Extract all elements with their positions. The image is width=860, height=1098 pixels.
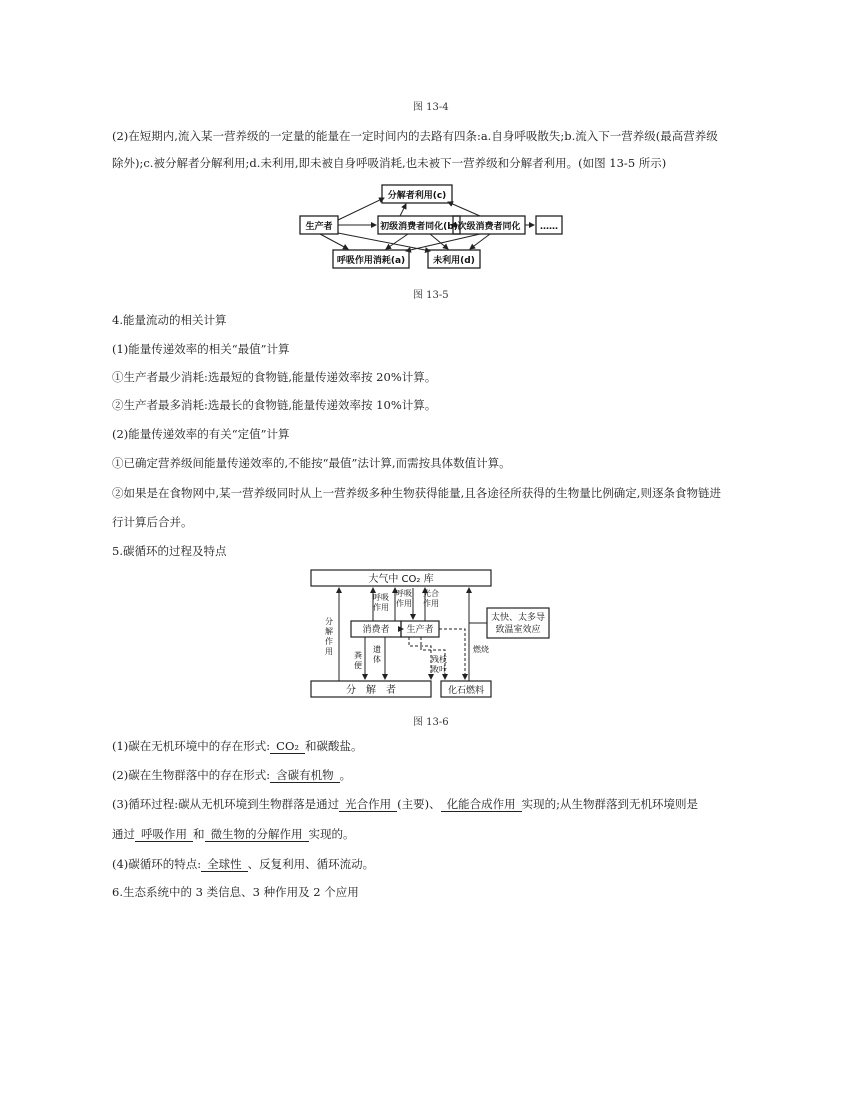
label-feces-2: 便 (354, 661, 362, 670)
question-2 (112, 767, 351, 783)
question-3b-answer-2: 微生物的分解作用 (205, 827, 309, 842)
question-3-answer-2: 化能合成作用 (441, 797, 522, 812)
node-more: …… (540, 222, 558, 232)
note-line-2: 致温室效应 (495, 625, 541, 635)
label-respiration-2b: 作用 (396, 599, 412, 608)
label-litter-1: 残枝 (431, 655, 447, 664)
question-1-prefix: (1)碳在无机环境中的存在形式: (112, 739, 271, 753)
question-4-prefix: (4)碳循环的特点: (112, 857, 202, 871)
question-2-answer: 含碳有机物 (270, 768, 340, 783)
node-primary-consumer: 初级消费者同化(b) (380, 222, 458, 232)
label-photosynthesis: 光合 (423, 589, 439, 598)
figure-13-5-caption: 图 13-5 (413, 290, 449, 301)
node-fossil-fuel: 化石燃料 (447, 686, 485, 696)
label-respiration-2: 呼吸 (396, 589, 412, 598)
question-4 (112, 856, 374, 872)
figure-13-4-caption: 图 13-4 (413, 102, 449, 113)
node-secondary-consumer: 次级消费者同化 (457, 222, 521, 232)
section-4-item-1: ①生产者最少消耗:选最短的食物链,能量传递效率按 20%计算。 (112, 370, 437, 384)
label-photosynthesis-b: 作用 (423, 599, 439, 608)
question-3-suffix: 实现的;从生物群落到无机环境则是 (521, 797, 699, 811)
label-decomposition-3: 作 (325, 637, 333, 646)
note-line-1: 太快、太多导 (490, 613, 546, 623)
label-respiration-1: 呼吸 (373, 593, 389, 602)
label-decomposition-2: 解 (325, 627, 333, 636)
label-feces-1: 粪 (354, 651, 362, 660)
section-4-sub-2: (2)能量传递效率的有关“定值”计算 (112, 427, 290, 441)
question-3-line-2 (112, 826, 355, 842)
section-4-title: 4.能量流动的相关计算 (112, 313, 227, 327)
label-litter-2: 败叶 (431, 665, 447, 674)
node-respiration: 呼吸作用消耗(a) (336, 256, 406, 266)
energy-flow-diagram (290, 180, 570, 272)
question-3-prefix: (3)循环过程:碳从无机环境到生物群落是通过 (112, 797, 340, 811)
node-producer: 生产者 (305, 222, 333, 232)
section-4-item-4-line-2: 行计算后合并。 (112, 515, 193, 529)
carbon-cycle-diagram (305, 566, 555, 702)
paragraph-2-line-2: 除外);c.被分解者分解利用;d.未利用,即未被自身呼吸消耗,也未被下一营养级和分解者利用。(如图 13-5 所示) (112, 156, 667, 170)
section-4-item-4-line-1: ②如果是在食物网中,某一营养级同时从上一营养级多种生物获得能量,且各途径所获得的生物量比例确定,则逐条食物链进 (112, 486, 721, 500)
question-3-answer-1: 光合作用 (339, 797, 397, 812)
section-4-item-3: ①已确定营养级间能量传递效率的,不能按“最值”法计算,而需按具体数值计算。 (112, 456, 511, 470)
section-6-title: 6.生态系统中的 3 类信息、3 种作用及 2 个应用 (112, 885, 359, 899)
question-3b-suffix: 实现的。 (308, 827, 355, 841)
label-burning: 燃烧 (473, 645, 489, 654)
question-4-answer: 全球性 (201, 857, 248, 872)
section-4-item-2: ②生产者最多消耗:选最长的食物链,能量传递效率按 10%计算。 (112, 398, 437, 412)
paragraph-2-line-1: (2)在短期内,流入某一营养级的一定量的能量在一定时间内的去路有四条:a.自身呼吸散失;b.流入下一营养级(最高营养级 (112, 129, 718, 143)
question-1 (112, 738, 363, 754)
label-decomposition-1: 分 (325, 617, 333, 626)
question-3b-prefix: 通过 (112, 827, 135, 841)
question-3b-middle: 和 (193, 827, 205, 841)
label-respiration-1b: 作用 (373, 603, 389, 612)
question-2-suffix: 。 (339, 768, 352, 782)
label-remains-2: 体 (373, 655, 381, 664)
section-4-sub-1: (1)能量传递效率的相关“最值”计算 (112, 342, 290, 356)
node-unused: 未利用(d) (433, 256, 475, 266)
question-3b-answer-1: 呼吸作用 (135, 827, 193, 842)
node-producer-carbon: 生产者 (406, 625, 434, 635)
question-3-middle: (主要)、 (397, 797, 441, 811)
node-atmosphere-co2: 大气中 CO₂ 库 (368, 574, 434, 585)
section-5-title: 5.碳循环的过程及特点 (112, 544, 227, 558)
question-3-line-1 (112, 796, 698, 812)
node-consumer: 消费者 (362, 625, 390, 635)
label-decomposition-4: 用 (325, 647, 333, 656)
figure-13-6-caption: 图 13-6 (413, 717, 449, 728)
label-remains-1: 遗 (373, 645, 381, 654)
question-2-prefix: (2)碳在生物群落中的存在形式: (112, 768, 271, 782)
question-1-answer: CO₂ (270, 739, 305, 754)
node-decomposer-carbon: 分 解 者 (346, 685, 396, 696)
node-decomposer: 分解者利用(c) (387, 191, 447, 201)
question-1-suffix: 和碳酸盐。 (305, 739, 363, 753)
question-4-suffix: 、反复利用、循环流动。 (247, 857, 375, 871)
